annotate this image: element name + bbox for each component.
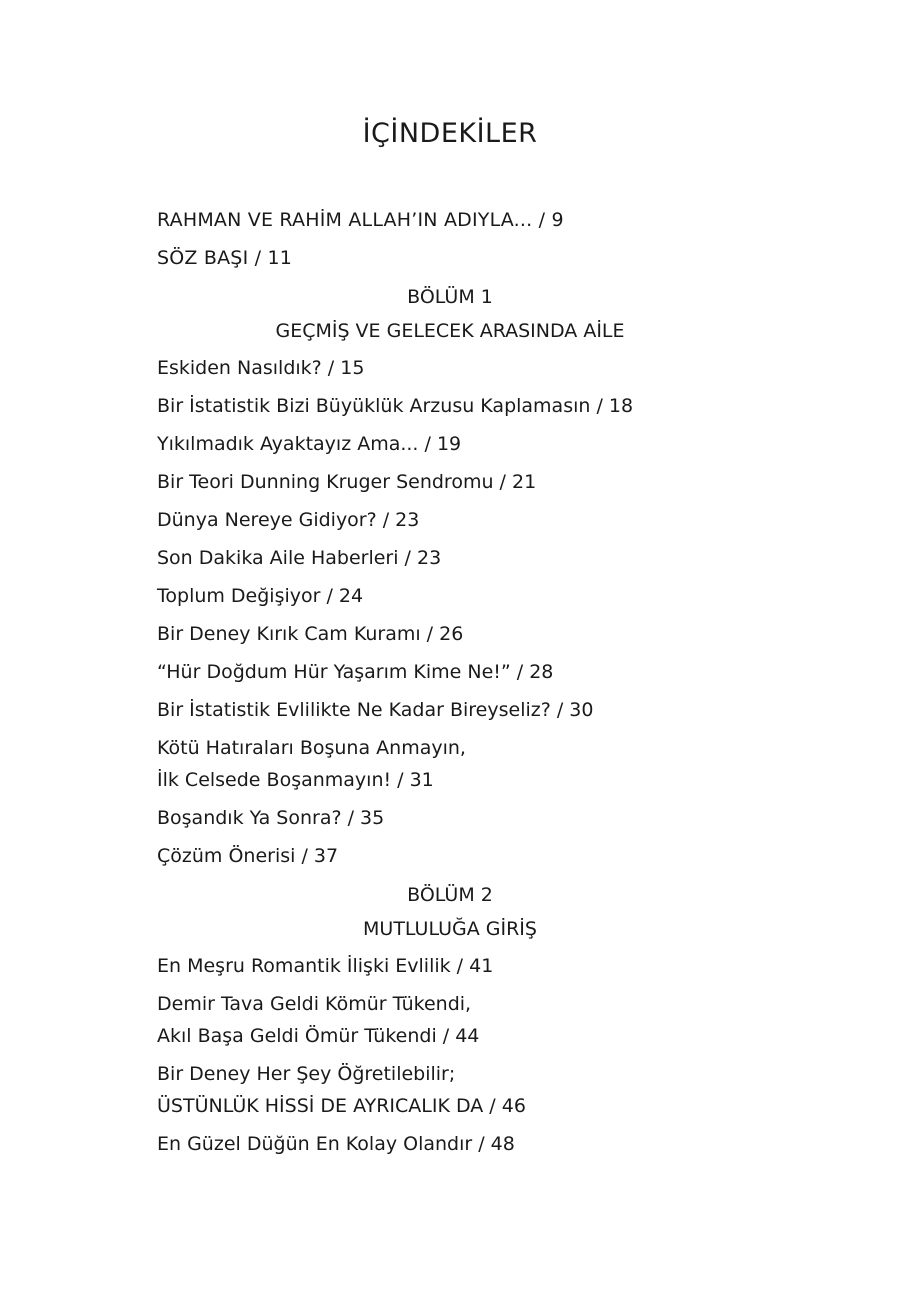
toc-entry-line: En Meşru Romantik İlişki Evlilik / 41: [157, 955, 494, 977]
toc-entry: [157, 352, 777, 384]
section-number: BÖLÜM 1: [407, 286, 493, 308]
toc-entry: [157, 802, 777, 834]
section-name: GEÇMİŞ VE GELECEK ARASINDA AİLE: [275, 320, 625, 342]
toc-entry-line: ÜSTÜNLÜK HİSSİ DE AYRICALIK DA / 46: [157, 1095, 526, 1117]
toc-entry: [157, 656, 777, 688]
toc-entry-line: En Güzel Düğün En Kolay Olandır / 48: [157, 1133, 515, 1155]
toc-entry: [157, 694, 777, 726]
toc-entry-line: Kötü Hatıraları Boşuna Anmayın,: [157, 737, 466, 759]
toc-entry: [157, 1128, 777, 1160]
toc-entry: [157, 390, 777, 422]
toc-entry-line: Bir İstatistik Evlilikte Ne Kadar Bireyseliz? / 30: [157, 699, 594, 721]
toc-entry-line: Bir Deney Kırık Cam Kuramı / 26: [157, 623, 464, 645]
toc-entry: [157, 428, 777, 460]
toc-entry-line: Yıkılmadık Ayaktayız Ama... / 19: [157, 433, 462, 455]
section-heading-1: [0, 280, 900, 348]
toc-entry-line: Bir İstatistik Bizi Büyüklük Arzusu Kaplamasın / 18: [157, 395, 634, 417]
toc-entry-line: Demir Tava Geldi Kömür Tükendi,: [157, 993, 472, 1015]
table-of-contents: [157, 204, 777, 1166]
toc-entry: [157, 504, 777, 536]
toc-entry: [157, 542, 777, 574]
toc-entry-front-1: RAHMAN VE RAHİM ALLAH’IN ADIYLA... / 9: [157, 209, 564, 231]
toc-entry-line: Son Dakika Aile Haberleri / 23: [157, 547, 442, 569]
toc-entry: [157, 466, 777, 498]
toc-entry-line: Boşandık Ya Sonra? / 35: [157, 807, 385, 829]
toc-entry: [157, 950, 777, 982]
toc-entry-front-2: SÖZ BAŞI / 11: [157, 247, 293, 269]
toc-entry: [157, 580, 777, 612]
section-entries-1: [157, 352, 777, 872]
section-name: MUTLULUĞA GİRİŞ: [363, 918, 537, 940]
toc-entry-line: Akıl Başa Geldi Ömür Tükendi / 44: [157, 1025, 480, 1047]
section-heading-2: [0, 878, 900, 946]
toc-entry-line: İlk Celsede Boşanmayın! / 31: [157, 769, 434, 791]
toc-entry: [157, 618, 777, 650]
toc-entry-line: Dünya Nereye Gidiyor? / 23: [157, 509, 420, 531]
toc-entry-line: Eskiden Nasıldık? / 15: [157, 357, 365, 379]
toc-entry-line: Çözüm Önerisi / 37: [157, 845, 339, 867]
page-title: İÇİNDEKİLER: [362, 118, 538, 149]
toc-entry-line: “Hür Doğdum Hür Yaşarım Kime Ne!” / 28: [157, 661, 554, 683]
section-entries-2: [157, 950, 777, 1160]
toc-entry: [157, 988, 777, 1052]
section-number: BÖLÜM 2: [407, 884, 493, 906]
toc-entry-line: Bir Teori Dunning Kruger Sendromu / 21: [157, 471, 537, 493]
toc-entry: [157, 840, 777, 872]
toc-entry-line: Bir Deney Her Şey Öğretilebilir;: [157, 1063, 456, 1085]
toc-entry-line: Toplum Değişiyor / 24: [157, 585, 364, 607]
toc-entry: [157, 732, 777, 796]
toc-entry: [157, 1058, 777, 1122]
